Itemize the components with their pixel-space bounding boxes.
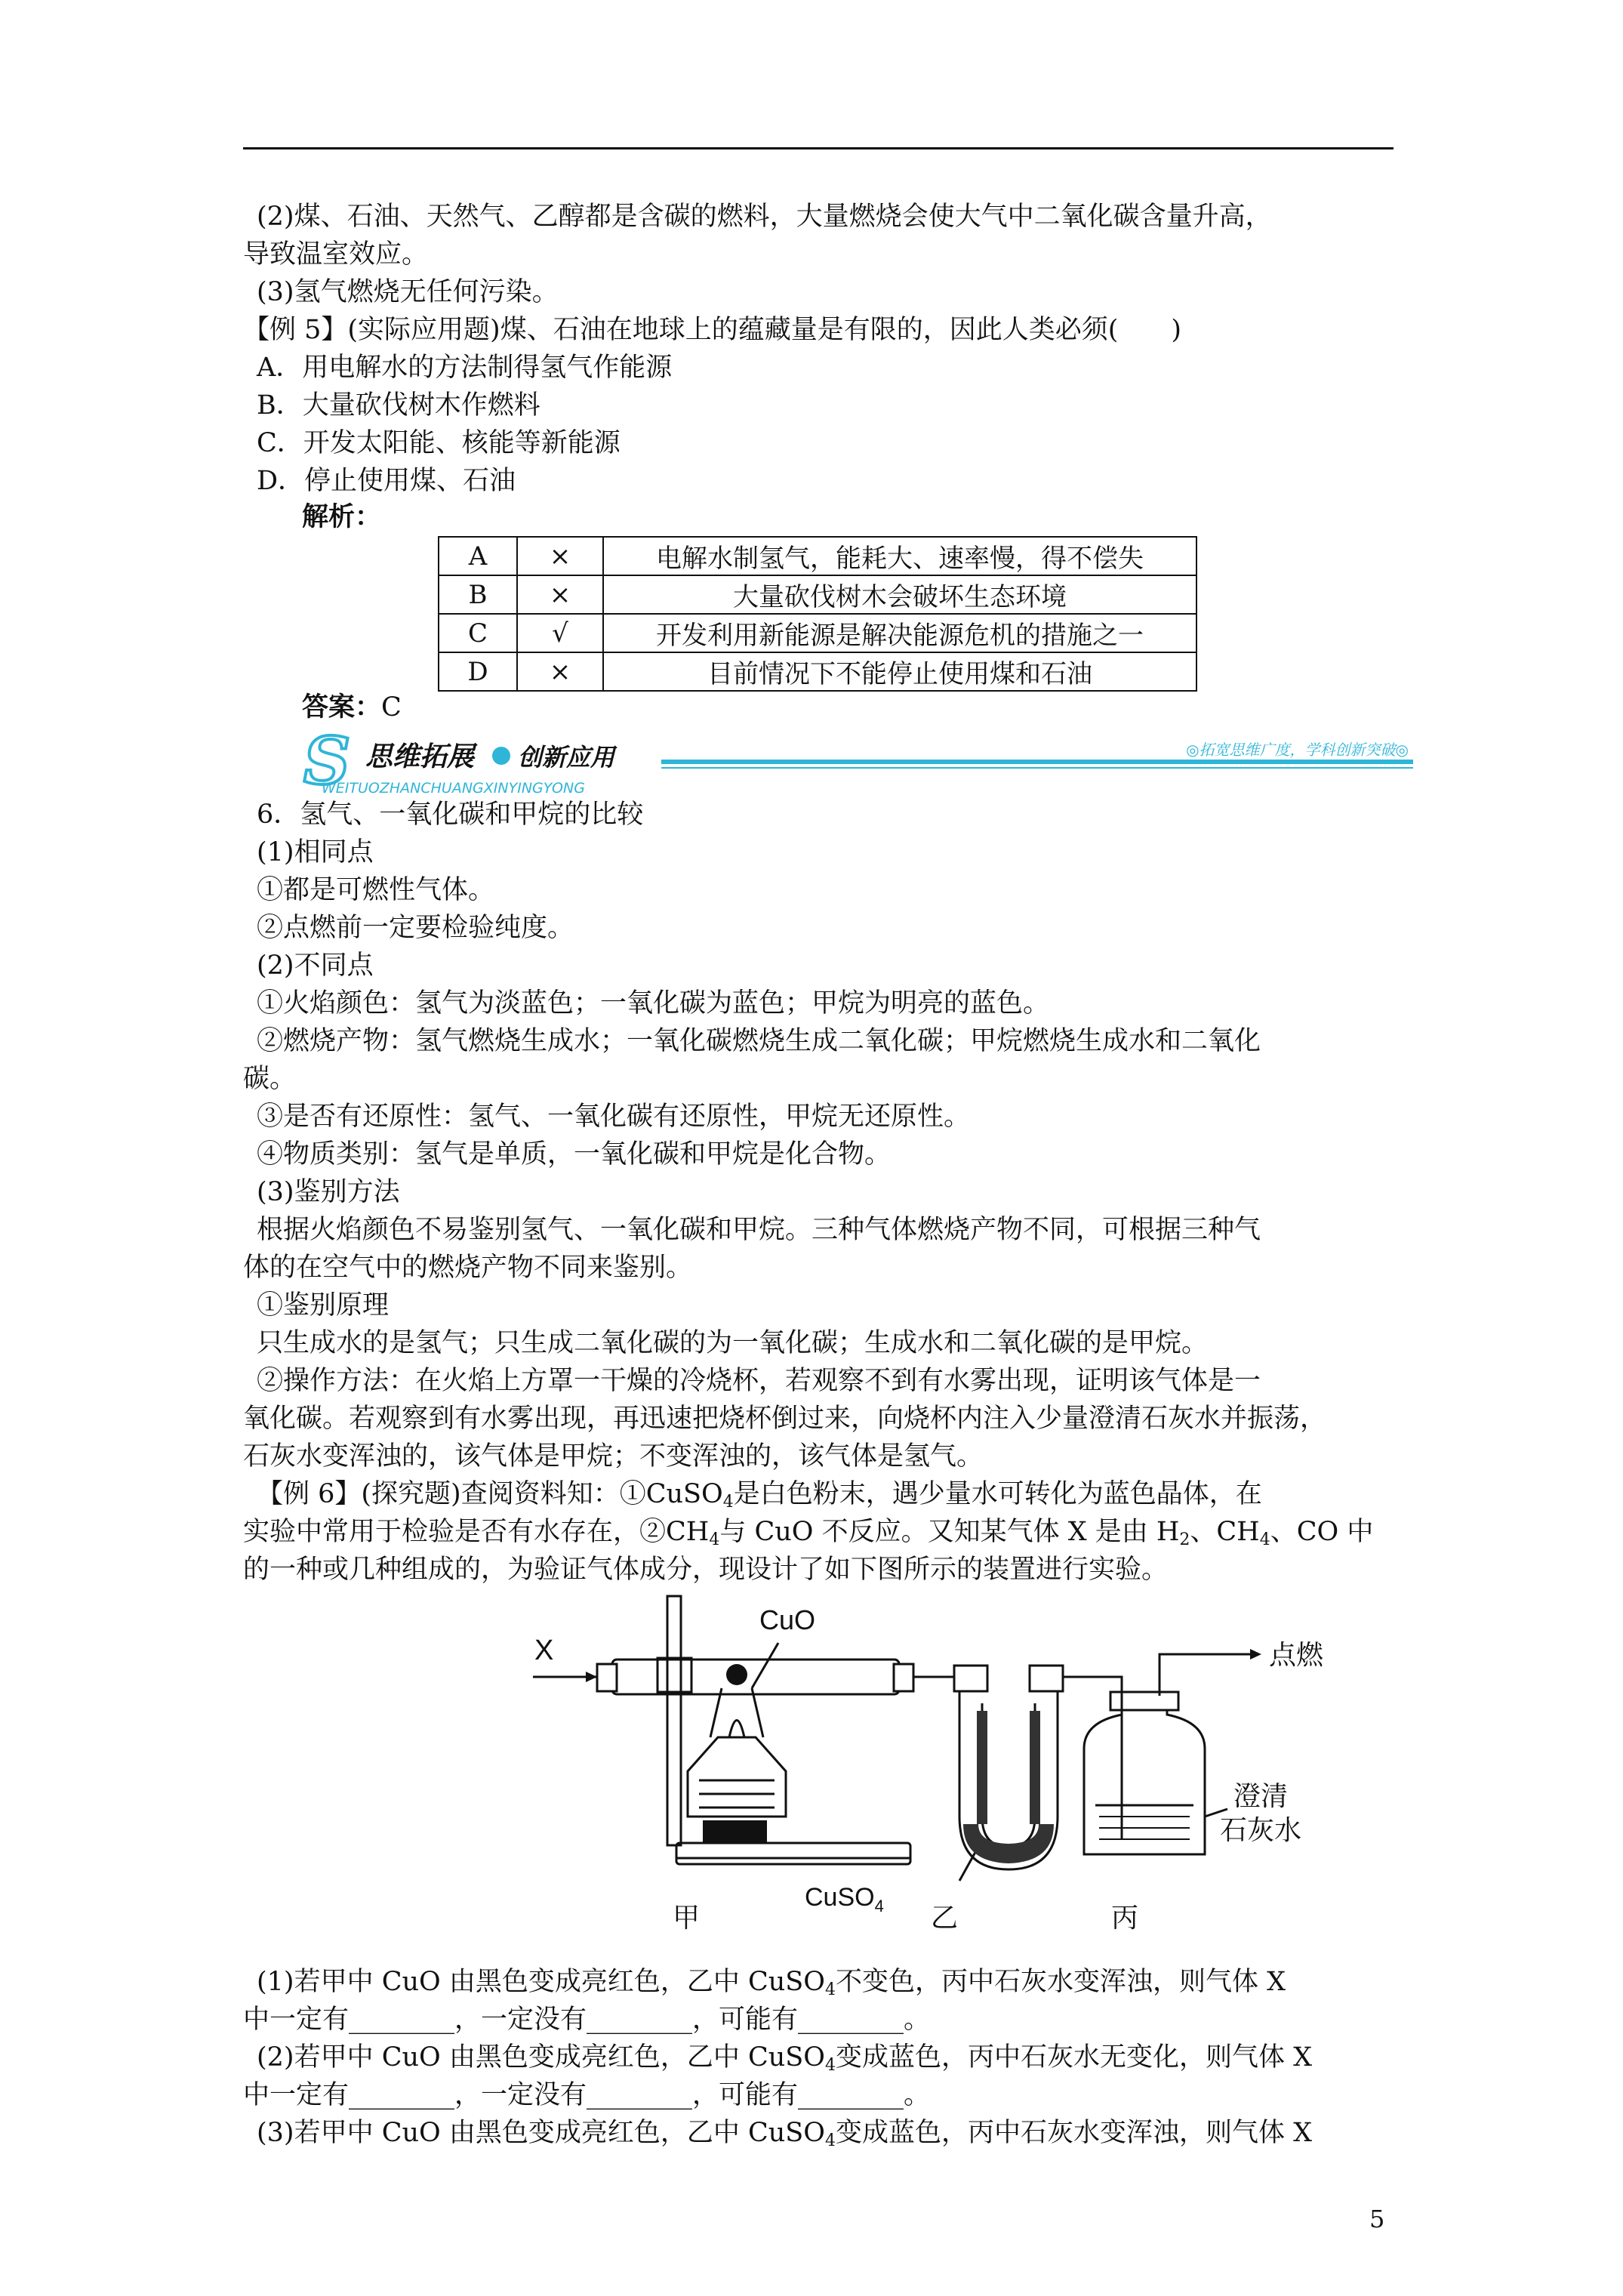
text-line: 只生成水的是氢气；只生成二氧化碳的为一氧化碳；生成水和二氧化碳的是甲烷。 [257, 1328, 1209, 1358]
subscript: 4 [709, 1530, 720, 1549]
stand-rod [667, 1596, 681, 1845]
u-tube-stopper-left [954, 1666, 987, 1691]
analysis-table [438, 536, 1197, 692]
text-line: 体的在空气中的燃烧产物不同来鉴别。 [243, 1253, 693, 1283]
banner-slogan: ◎拓宽思维广度，学科创新突破◎ [1186, 741, 1409, 759]
cuo-sample [726, 1664, 747, 1685]
inlet-arrowhead [586, 1672, 597, 1682]
table-row [439, 537, 1196, 575]
subscript: 4 [824, 2131, 836, 2150]
text-line: ③是否有还原性：氢气、一氧化碳有还原性，甲烷无还原性。 [257, 1102, 971, 1132]
table-cell: × [517, 537, 603, 575]
question-3 [257, 2114, 1389, 2152]
label-bing: 丙 [1111, 1903, 1139, 1934]
banner-pinyin: WEITUOZHANCHUANGXINYINGYONG [322, 780, 585, 797]
banner-dot [492, 747, 510, 765]
header-rule [243, 147, 1394, 149]
text-line: 导致温室效应。 [243, 239, 429, 270]
banner-initial: S [303, 732, 351, 800]
answer-value: C [381, 692, 402, 723]
text-span: (探究题)查阅资料知：①CuSO [361, 1479, 723, 1509]
text-line: ①都是可燃性气体。 [257, 875, 495, 905]
text-line: 石灰水变浑浊的，该气体是甲烷；不变浑浊的，该气体是氢气。 [243, 1441, 984, 1472]
question-1 [257, 1963, 1389, 2001]
table-cell: 目前情况下不能停止使用煤和石油 [603, 652, 1196, 691]
table-row [439, 575, 1196, 614]
subscript: 4 [824, 2056, 836, 2075]
text-span: 是白色粉末，遇少量水可转化为蓝色晶体，在 [733, 1479, 1262, 1509]
table-cell: C [439, 614, 517, 652]
label-x: X [534, 1635, 554, 1666]
label-ignite: 点燃 [1269, 1640, 1324, 1671]
subscript: 4 [1259, 1530, 1270, 1549]
subscript: 4 [722, 1493, 734, 1512]
text-line: 根据火焰颜色不易鉴别氢气、一氧化碳和甲烷。三种气体燃烧产物不同，可根据三种气 [257, 1215, 1261, 1245]
label-jia: 甲 [673, 1903, 701, 1934]
option-b: B．大量砍伐树木作燃料 [257, 390, 540, 421]
table-cell: 开发利用新能源是解决能源危机的措施之一 [603, 614, 1196, 652]
banner-title-main: 思维拓展 [365, 741, 475, 772]
text-line: 氧化碳。若观察到有水雾出现，再迅速把烧杯倒过来，向烧杯内注入少量澄清石灰水并振荡， [243, 1404, 1327, 1434]
table-cell: × [517, 575, 603, 614]
table-cell: × [517, 652, 603, 691]
subscript: 2 [1179, 1530, 1190, 1549]
text-line: 的一种或几种组成的，为验证气体成分，现设计了如下图所示的装置进行实验。 [243, 1555, 1169, 1585]
table-cell: D [439, 652, 517, 691]
label-cuo: CuO [759, 1604, 816, 1635]
text-span: (3)若甲中 CuO 由黑色变成亮红色，乙中 CuSO [257, 2118, 825, 2148]
reaction-tube [612, 1660, 899, 1694]
text-span: 实验中常用于检验是否有水存在，②CH [243, 1517, 710, 1547]
option-c: C．开发太阳能、核能等新能源 [257, 428, 621, 458]
question-2-blanks: 中一定有________，一定没有________，可能有________。 [243, 2080, 931, 2110]
text-line: ②操作方法：在火焰上方罩一干燥的冷烧杯，若观察不到有水雾出现，证明该气体是一 [257, 1366, 1261, 1396]
tube-stopper-right [894, 1664, 913, 1691]
text-span: (1)若甲中 CuO 由黑色变成亮红色，乙中 CuSO [257, 1967, 825, 1997]
example5-line [243, 311, 1375, 349]
example6-line [257, 1475, 1389, 1513]
answer-label: 答案： [302, 692, 382, 723]
stand-base [676, 1843, 910, 1864]
stand-clamp [658, 1658, 691, 1692]
u-tube-granules [963, 1824, 1054, 1863]
label-cuso4-sub: 4 [874, 1897, 884, 1915]
section-banner [299, 732, 1416, 800]
u-tube-inner [982, 1703, 1035, 1847]
text-span: (2)若甲中 CuO 由黑色变成亮红色，乙中 CuSO [257, 2042, 825, 2073]
lime-bottle [1084, 1707, 1205, 1854]
option-a: A．用电解水的方法制得氢气作能源 [257, 353, 673, 383]
table-cell: √ [517, 614, 603, 652]
text-line [243, 1513, 1375, 1551]
text-span: 与 CuO 不反应。又知某气体 X 是由 H [719, 1517, 1180, 1547]
table-cell: A [439, 537, 517, 575]
page-number: 5 [1369, 2205, 1385, 2233]
text-line: ①火焰颜色：氢气为淡蓝色；一氧化碳为蓝色；甲烷为明亮的蓝色。 [257, 988, 1050, 1019]
option-d: D．停止使用煤、石油 [257, 466, 516, 496]
lamp-wire [710, 1688, 763, 1737]
u-tube-stopper-right [1030, 1666, 1063, 1691]
table-cell: B [439, 575, 517, 614]
u-tube-granules [977, 1711, 987, 1824]
label-cuso4-main: CuSO [805, 1883, 875, 1912]
answer-line [302, 689, 1434, 726]
label-cuso4 [805, 1883, 884, 1915]
label-lime-1: 澄清 [1233, 1781, 1289, 1812]
cuo-pointer [752, 1643, 778, 1688]
apparatus-diagram [525, 1590, 1363, 1937]
analysis-label: 解析： [302, 501, 382, 532]
example5-tag: 【例 5】 [243, 315, 348, 345]
subscript: 4 [824, 1980, 836, 1999]
alcohol-lamp [688, 1737, 786, 1817]
section-heading: 6．氢气、一氧化碳和甲烷的比较 [257, 800, 644, 830]
label-yi: 乙 [931, 1903, 959, 1934]
text-line: ②点燃前一定要检验纯度。 [257, 913, 574, 943]
banner-bar-thin [661, 767, 1413, 769]
question-1-blanks: 中一定有________，一定没有________，可能有________。 [243, 2005, 931, 2035]
text-line: ②燃烧产物：氢气燃烧生成水；一氧化碳燃烧生成二氧化碳；甲烷燃烧生成水和二氧化 [257, 1026, 1261, 1056]
example6-tag: 【例 6】 [257, 1479, 362, 1509]
text-span: 变成蓝色，丙中石灰水无变化，则气体 X [835, 2042, 1313, 2073]
text-line: (3)氢气燃烧无任何污染。 [257, 277, 559, 307]
banner-title-sub: 创新应用 [518, 743, 615, 772]
text-line: (2)煤、石油、天然气、乙醇都是含碳的燃料，大量燃烧会使大气中二氧化碳含量升高， [257, 202, 1272, 232]
text-span: 不变色，丙中石灰水变浑浊，则气体 X [835, 1967, 1286, 1997]
text-line: ④物质类别：氢气是单质，一氧化碳和甲烷是化合物。 [257, 1139, 892, 1170]
table-cell: 电解水制氢气，能耗大、速率慢，得不偿失 [603, 537, 1196, 575]
lamp-block [703, 1820, 767, 1843]
lamp-flame [729, 1721, 744, 1738]
text-span: 、CO 中 [1270, 1517, 1374, 1547]
table-cell: 大量砍伐树木会破坏生态环境 [603, 575, 1196, 614]
question-2 [257, 2039, 1389, 2076]
text-line: ①鉴别原理 [257, 1290, 390, 1321]
u-tube-granules [1030, 1711, 1040, 1824]
table-row [439, 614, 1196, 652]
text-line: (3)鉴别方法 [257, 1177, 400, 1207]
tube-stopper-left [597, 1664, 617, 1691]
ignite-arrowhead [1250, 1649, 1261, 1660]
banner-bar [661, 760, 1413, 764]
text-line: (2)不同点 [257, 951, 374, 981]
bottle-outlet-tube [1160, 1654, 1205, 1696]
table-row [439, 652, 1196, 691]
label-lime-2: 石灰水 [1220, 1815, 1302, 1846]
text-line: (1)相同点 [257, 837, 374, 868]
example5-question: (实际应用题)煤、石油在地球上的蕴藏量是有限的，因此人类必须( ) [347, 315, 1182, 345]
text-span: 变成蓝色，丙中石灰水变浑浊，则气体 X [835, 2118, 1313, 2148]
text-line: 碳。 [243, 1064, 297, 1094]
text-span: 、CH [1190, 1517, 1260, 1547]
